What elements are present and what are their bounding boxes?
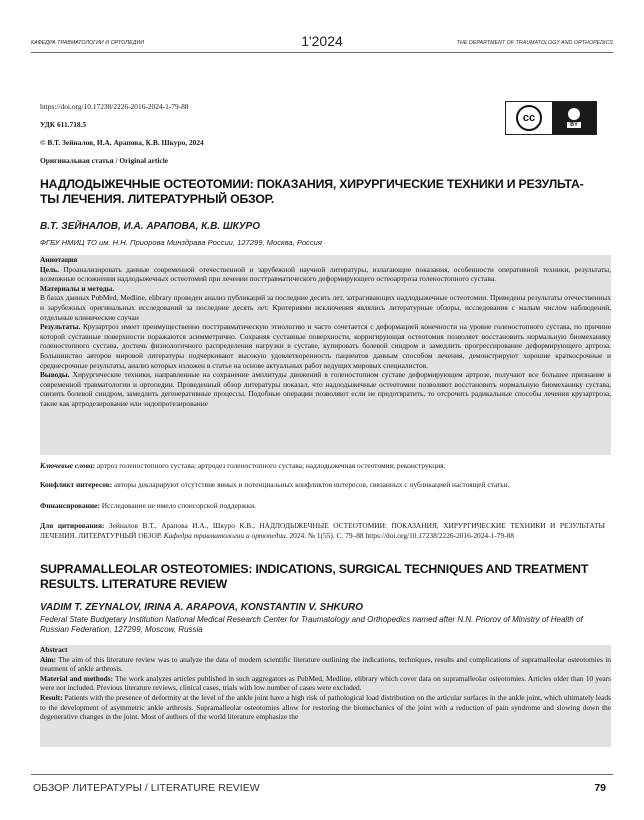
methods-label-en: Material and methods:: [40, 673, 113, 683]
affiliation-en: Federal State Budgetary Institution National Medical Research Center for Traumatology and Orthopedics named after N.N. Priorov of Ministry of Health of Russian Federation, 127299, Moscow, Russia: [40, 615, 583, 634]
section-label: ОБЗОР ЛИТЕРАТУРЫ / LITERATURE REVIEW: [33, 782, 260, 794]
methods-text-en: The work analyzes articles published in such aggregators as PubMed, Medline, elibrary which cover data on supramalleolar osteotomies. Articles older than 10 years were not included. Previous literature reviews, clinical cases, trials with low number of cases were excluded.: [40, 673, 611, 693]
udk-code: УДК 611.718.5: [40, 120, 87, 129]
conclusions-label-ru: Выводы.: [40, 370, 70, 380]
aim-text-en: The aim of this literature review was to analyze the data of modern scientific literature outlining the indications, techniques, results and complications of supramalleolar osteotomies in treatment of ankle arthrosis.: [40, 654, 611, 674]
cc-logo-text: cc: [516, 105, 542, 131]
results-label-ru: Результаты.: [40, 322, 81, 332]
article-title-ru: НАДЛОДЫЖЕЧНЫЕ ОСТЕОТОМИИ: ПОКАЗАНИЯ, ХИРУРГИЧЕСКИЕ ТЕХНИКИ И РЕЗУЛЬТА-ТЫ ЛЕЧЕНИЯ. ЛИТЕРАТУРНЫЙ ОБЗОР.: [40, 177, 584, 206]
citation-ru: [40, 521, 605, 541]
running-header-left: КАФЕДРА ТРАВМАТОЛОГИИ И ОРТОПЕДИИ: [31, 40, 145, 46]
citation-tail-ru[interactable]: 2024. № 1(55). С. 79–88 https://doi.org/10.17238/2226-2016-2024-1-79-88: [287, 531, 514, 540]
article-type: Оригинальная статья / Original article: [40, 156, 169, 165]
citation-journal-ru: Кафедра травматологии и ортопедии.: [163, 531, 288, 540]
abstract-heading-en: Abstract: [40, 645, 68, 654]
methods-label-ru: Материалы и методы.: [40, 283, 115, 293]
funding-text-ru: Исследование не имело спонсорской поддержки.: [99, 501, 256, 510]
person-icon: [568, 108, 580, 120]
by-label: BY: [567, 122, 581, 128]
keywords-label-ru: Ключевые слова:: [40, 461, 95, 470]
aim-label-ru: Цель.: [40, 264, 59, 274]
footer-rule: [31, 774, 613, 775]
conflict-text-ru: авторы декларируют отсутствие явных и потенциальных конфликтов интересов, связанных с публикацией настоящей статьи.: [112, 480, 510, 489]
article-title-en: SUPRAMALLEOLAR OSTEOTOMIES: INDICATIONS, SURGICAL TECHNIQUES AND TREATMENT RESULTS. LITERATURE REVIEW: [40, 562, 589, 591]
keywords-ru: [40, 461, 605, 471]
doi-link[interactable]: https://doi.org/10.17238/2226-2016-2024-1-79-88: [40, 102, 189, 111]
abstract-box-en: [40, 645, 611, 747]
methods-text-ru: В базах данных PubMed, Medline, elibrary проведен анализ публикаций за последние десять лет, затрагивающих надлодыжечные остеотомии. Приведены результаты отечественных и зарубежных оригинальных исследований за последние десять лет. Критериями исключения являлись литературные обзоры, исследования с малым числом наблюдений, отдельные клинические случаи: [40, 293, 611, 322]
funding-label-ru: Финансирование:: [40, 501, 100, 510]
attribution-icon: [552, 102, 596, 134]
citation-main-ru: Зейналов В.Т., Арапова И.А., Шкуро К.В., НАДЛОДЫЖЕЧНЫЕ ОСТЕОТОМИИ: ПОКАЗАНИЯ, ХИРУРГИЧЕСКИЕ ТЕХНИКИ И РЕЗУЛЬТАТЫ ЛЕЧЕНИЯ. ЛИТЕРАТУРНЫЙ ОБЗОР.: [40, 521, 605, 540]
cc-by-license-badge[interactable]: [505, 101, 597, 135]
aim-text-ru: Проанализировать данные современной отечественной и зарубежной научной литературы, излагающие показания, особенности оперативной техники, результаты, возможные осложнения надлодыжечных остеотомий при лечении посттравматического деформирующего остеоартроза голеностопного сустава.: [40, 264, 611, 284]
running-header-right: THE DEPARTMENT OF TRAUMATOLOGY AND ORTHOPEDICS: [456, 40, 613, 46]
page-number: 79: [594, 782, 606, 794]
result-label-en: Result:: [40, 692, 63, 702]
conflict-label-ru: Конфликт интересов:: [40, 480, 113, 489]
authors-en: VADIM T. ZEYNALOV, IRINA A. ARAPOVA, KONSTANTIN V. SHKURO: [40, 602, 363, 613]
conclusions-text-ru: Хирургические техники, направленные на сохранение амплитуды движений в голеностопном суставе деформирующем артрозе, получают все большее признание в современной травматологии и ортопедии. Проведенный обзор литературы показал, что надлодыжечные остеотомии позволяют восстановить нормальную биомеханику сустава, снизить болевой синдром, замедлить дегенеративные процессы. Подобные операции позволяют если не предотвратить, то отсрочить радикальные способы лечения крузартроза, такие как артродезирование или эндопротезирование: [40, 370, 611, 408]
aim-label-en: Aim:: [40, 654, 57, 664]
issue-number: 1'2024: [301, 33, 343, 49]
citation-label-ru: Для цитирования:: [40, 521, 105, 530]
results-text-ru: Крузартроз имеет преимущественно посттравматическую этиологию и часто сочетается с деформацией конечности на уровне голеностопного сустава, по причине которой суставные поверхности поражаются асимметрично. Сохраняя суставные поверхности, корригирующая остеотомия позволяет восстановить нормальную биомеханику голеностопного сустава, достичь физиологичного распределения нагрузки в суставе, купировать болевой синдром и замедлить прогрессирование деформирующего артроза. Большинство авторов мировой литературы подчеркивают высокую удовлетворенность пациентов данным способом лечения, демонстрируют хорошие краткосрочные и среднесрочные результаты, анализ которых изложен в статье на основе актуальных работ ведущих мировых специалистов.: [40, 322, 611, 370]
keywords-text-ru: артроз голеностопного сустава; артродез голеностопного сустава; надлодыжечная остеотомия; реконструкция.: [95, 461, 446, 470]
abstract-box-ru: [40, 255, 611, 455]
header-rule: [31, 52, 613, 53]
abstract-heading-ru: Аннотация: [40, 255, 78, 264]
result-text-en: Patients with the presence of deformity at the level of the ankle joint have a high risk of pathological load distribution on the articular surfaces in the ankle joint, which ultimately leads to the development of asymmetric ankle arthrosis. Supramalleolar osteotomies allow for restoring the biomechanics of the joint with a reduction of pain syndrome and slowing down the degenerative changes in the joint. Most of authors of the world literature emphasize the: [40, 692, 611, 722]
authors-ru: В.Т. ЗЕЙНАЛОВ, И.А. АРАПОВА, К.В. ШКУРО: [40, 221, 260, 232]
conflict-of-interest-ru: [40, 480, 605, 490]
copyright-line: © В.Т. Зейналов, И.А. Арапова, К.В. Шкуро, 2024: [40, 138, 204, 147]
affiliation-ru: ФГБУ НМИЦ ТО им. Н.Н. Приорова Минздрава России, 127299, Москва, Россия: [40, 238, 322, 247]
creative-commons-icon: [506, 102, 552, 134]
funding-ru: [40, 501, 605, 511]
